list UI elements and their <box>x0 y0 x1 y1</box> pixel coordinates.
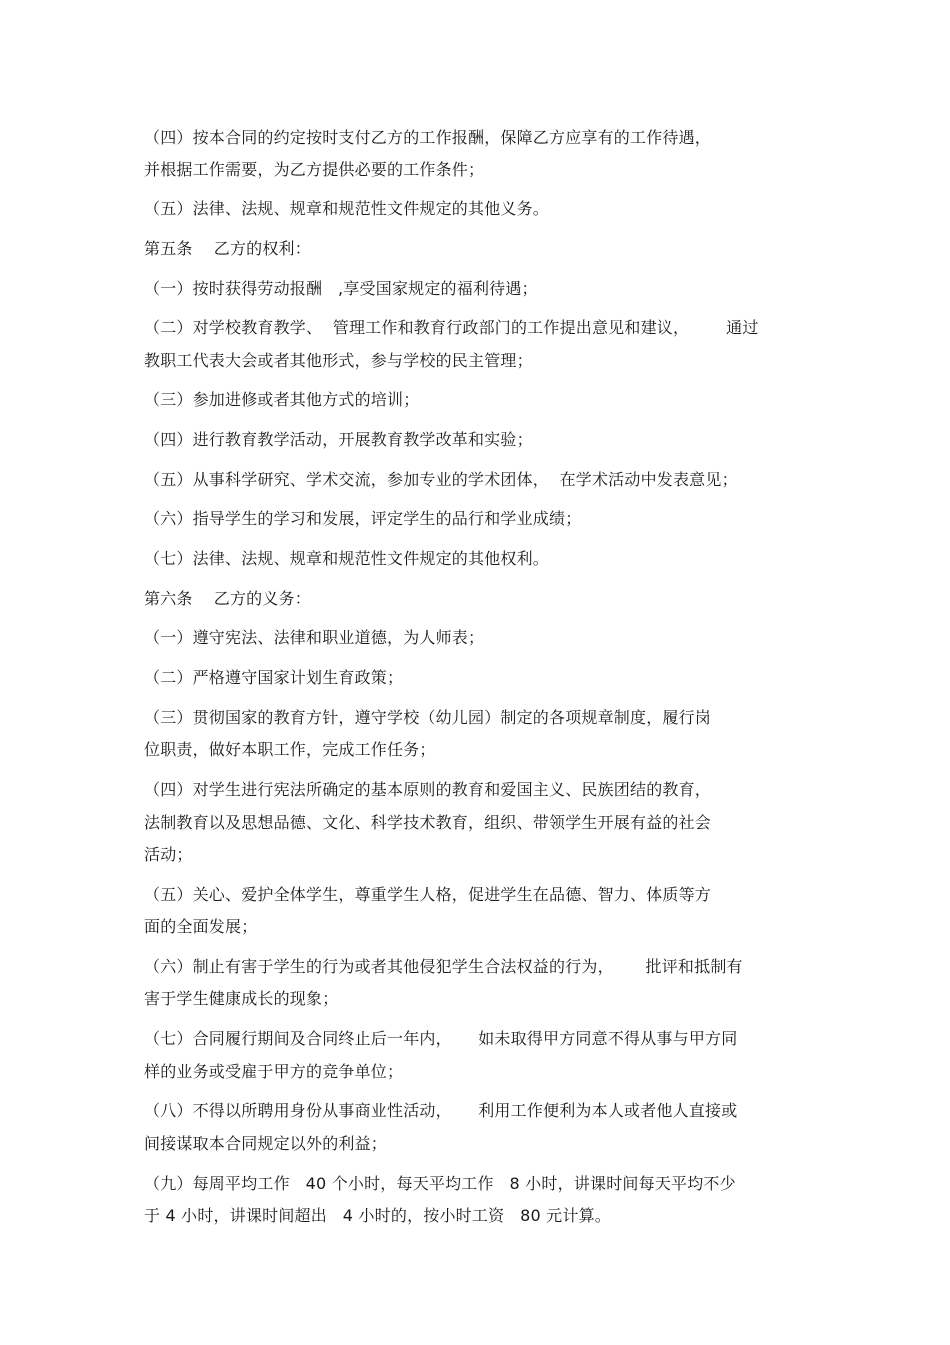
text-line: （八）不得以所聘用身份从事商业性活动， 利用工作便利为本人或者他人直接或 <box>144 1101 738 1120</box>
text-line: 面的全面发展； <box>144 917 258 936</box>
text-line: （一）遵守宪法、法律和职业道德，为人师表； <box>144 628 485 647</box>
text-line: （七）法律、法规、规章和规范性文件规定的其他权利。 <box>144 549 550 568</box>
text-line: （五）从事科学研究、学术交流，参加专业的学术团体， 在学术活动中发表意见； <box>144 470 738 489</box>
text-line: （七）合同履行期间及合同终止后一年内， 如未取得甲方同意不得从事与甲方同 <box>144 1029 738 1048</box>
text-line: （五）法律、法规、规章和规范性文件规定的其他义务。 <box>144 199 550 218</box>
text-line: 教职工代表大会或者其他形式，参与学校的民主管理； <box>144 351 533 370</box>
text-line: 间接谋取本合同规定以外的利益； <box>144 1134 388 1153</box>
text-line: 害于学生健康成长的现象； <box>144 989 339 1008</box>
text-line: （六）指导学生的学习和发展，评定学生的品行和学业成绩； <box>144 509 582 528</box>
text-line: 并根据工作需要，为乙方提供必要的工作条件； <box>144 160 485 179</box>
section-heading: 第五条 乙方的权利： <box>144 239 311 258</box>
text-line: （一）按时获得劳动报酬 ,享受国家规定的福利待遇； <box>144 279 538 298</box>
text-line: （五）关心、爱护全体学生，尊重学生人格，促进学生在品德、智力、体质等方 <box>144 885 712 904</box>
text-line: （九）每周平均工作 40 个小时，每天平均工作 8 小时，讲课时间每天平均不少 <box>144 1174 736 1193</box>
text-line: （六）制止有害于学生的行为或者其他侵犯学生合法权益的行为， 批评和抵制有 <box>144 957 743 976</box>
text-line: （四）进行教育教学活动，开展教育教学改革和实验； <box>144 430 533 449</box>
text-line: 于 4 小时，讲课时间超出 4 小时的，按小时工资 80 元计算。 <box>144 1206 611 1225</box>
text-line: （四）对学生进行宪法所确定的基本原则的教育和爱国主义、民族团结的教育， <box>144 780 712 799</box>
text-line: （二）严格遵守国家计划生育政策； <box>144 668 404 687</box>
text-line: （二）对学校教育教学、 管理工作和教育行政部门的工作提出意见和建议， 通过 <box>144 318 759 337</box>
text-line: 法制教育以及思想品德、文化、科学技术教育，组织、带领学生开展有益的社会 <box>144 813 712 832</box>
text-line: 活动； <box>144 845 193 864</box>
text-line: 样的业务或受雇于甲方的竞争单位； <box>144 1062 404 1081</box>
text-line: （三）贯彻国家的教育方针，遵守学校（幼儿园）制定的各项规章制度，履行岗 <box>144 708 712 727</box>
text-line: （三）参加进修或者其他方式的培训； <box>144 390 420 409</box>
text-line: （四）按本合同的约定按时支付乙方的工作报酬，保障乙方应享有的工作待遇， <box>144 128 712 147</box>
text-line: 位职责，做好本职工作，完成工作任务； <box>144 740 436 759</box>
section-heading: 第六条 乙方的义务： <box>144 589 311 608</box>
